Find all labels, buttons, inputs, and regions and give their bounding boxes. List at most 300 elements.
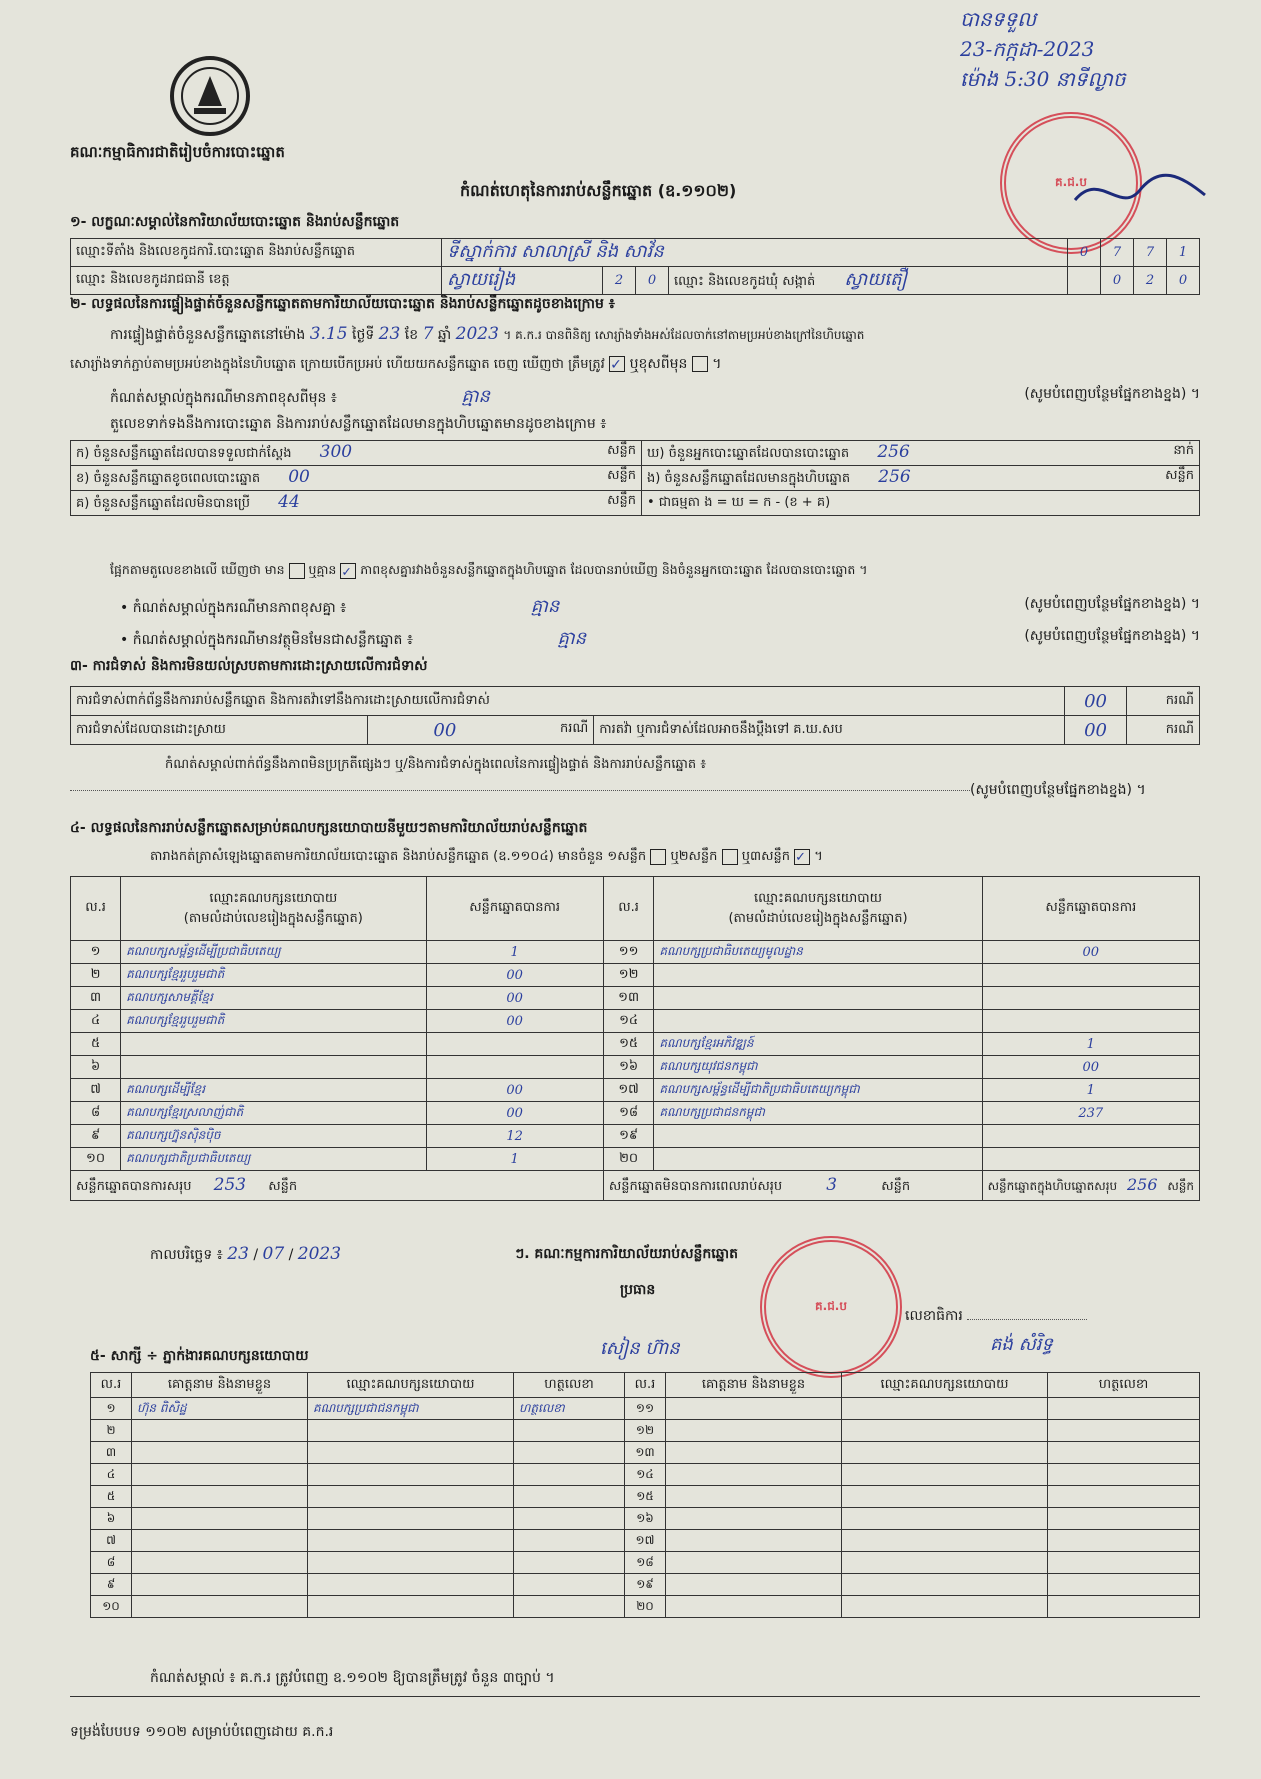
s3-note: កំណត់សម្គាល់ពាក់ព័ន្ធនឹងភាពមិនប្រក្រតីផ្សេងៗ ឬ/និងការជំទាស់ក្នុងពេលនៃការផ្ទៀងផ្ទាត់ និងការរាប់សន្លឹកឆ្នោត ៖	[165, 757, 707, 772]
witness-row	[91, 1442, 1200, 1464]
stamp-bottom-text: គ.ជ.ប	[815, 1299, 847, 1313]
votes-cell-party: គណបក្សយុវជនកម្ពុជា	[654, 1056, 982, 1079]
s2-ka-unit: សន្លឹក	[607, 443, 636, 458]
s3-r1-label: ការជំទាស់ពាក់ព័ន្ធនឹងការរាប់សន្លឹកឆ្នោត និងការតវ៉ាទៅនឹងការដោះស្រាយលើការជំទាស់	[71, 687, 1065, 716]
witness-row	[91, 1420, 1200, 1442]
witness-cell-name	[132, 1508, 308, 1530]
witness-cell-no: ៤	[91, 1464, 132, 1486]
s3-title: ៣- ការជំទាស់ និងការមិនយល់ស្របតាមការដោះស្រាយលើការជំទាស់	[70, 658, 428, 674]
witness-cell-no: ១១	[625, 1398, 666, 1420]
witness-cell-name	[132, 1574, 308, 1596]
witness-cell-name	[132, 1420, 308, 1442]
witness-cell-sign	[514, 1442, 625, 1464]
witness-cell-party	[308, 1420, 514, 1442]
votes-row	[71, 941, 1200, 964]
s2-p3-label: កំណត់សម្គាល់ក្នុងករណីមានភាពខុសពីមុន ៖	[110, 390, 337, 406]
stamp-text: គ.ជ.ប	[1055, 175, 1087, 189]
received-note	[960, 4, 1200, 94]
votes-cell-no: ៤	[71, 1010, 121, 1033]
votes-cell-no: ១៤	[603, 1010, 654, 1033]
s4-chair: ប្រធាន	[620, 1282, 656, 1298]
witness-cell-name	[132, 1464, 308, 1486]
votes-cell-no: ១	[71, 941, 121, 964]
witness-cell-no: ៩	[91, 1574, 132, 1596]
wit-h-name-left: គោត្តនាម និងនាមខ្លួន	[132, 1373, 308, 1398]
votes-cell-no: ១៨	[603, 1102, 654, 1125]
s4-title: ៤- លទ្ធផលនៃការរាប់សន្លឹកឆ្នោតសម្រាប់គណបក្សនយោបាយនីមួយៗតាមការិយាល័យរាប់សន្លឹកឆ្នោត	[70, 820, 588, 836]
s4-intro-d: ។	[814, 849, 823, 864]
votes-row	[71, 1033, 1200, 1056]
witness-cell-sign	[1048, 1442, 1200, 1464]
witness-cell-name	[666, 1442, 842, 1464]
witness-cell-no: ១៥	[625, 1486, 666, 1508]
witness-cell-party	[308, 1464, 514, 1486]
witness-cell-name	[132, 1442, 308, 1464]
votes-cell-no: ១២	[603, 964, 654, 987]
witness-cell-party	[842, 1486, 1048, 1508]
s4-date-m: 07	[262, 1244, 285, 1264]
witness-cell-name	[132, 1552, 308, 1574]
s2-p1-a: ការផ្ទៀងផ្ទាត់ចំនួនសន្លឹកឆ្នោតនៅម៉ោង	[110, 327, 306, 343]
votes-cell-no: ៦	[71, 1056, 121, 1079]
witness-cell-no: ៧	[91, 1530, 132, 1552]
witness-cell-party	[308, 1530, 514, 1552]
witness-cell-no: ១២	[625, 1420, 666, 1442]
witness-cell-party	[842, 1398, 1048, 1420]
s3-r2b-unit: ករណី	[1127, 716, 1200, 745]
votes-h-party-right	[654, 877, 982, 941]
votes-cell-votes: 00	[426, 1079, 603, 1102]
witness-cell-party: គណបក្សប្រជាជនកម្ពុជា	[308, 1398, 514, 1420]
s3-r2-value: 00	[433, 719, 457, 741]
votes-cell-votes	[982, 1010, 1199, 1033]
votes-cell-party	[654, 1148, 982, 1171]
witness-cell-no: ៦	[91, 1508, 132, 1530]
s1-commune-code-blank	[1068, 267, 1101, 295]
wit-h-sign-right: ហត្ថលេខា	[1048, 1373, 1200, 1398]
s2-gho-value: 256	[877, 442, 910, 462]
votes-cell-no: ២	[71, 964, 121, 987]
votes-total-invalid-value: 3	[826, 1174, 838, 1195]
votes-cell-votes: 1	[426, 1148, 603, 1171]
s2-b1-label: • កំណត់សម្គាល់ក្នុងករណីមានភាពខុសគ្នា ៖	[120, 600, 347, 616]
s2-b1-value: គ្មាន	[530, 596, 560, 617]
s1-row1-value: ទីស្នាក់ការ សាលាស្រី និង សាវ័ន	[442, 239, 1068, 267]
s2-ko-value: 44	[278, 492, 300, 512]
s2-gho	[642, 441, 1200, 466]
s2-b2-note: (សូមបំពេញបន្ថែមផ្នែកខាងខ្នង) ។	[1024, 628, 1200, 644]
witness-cell-party	[308, 1574, 514, 1596]
s4-one-sheet-checkbox[interactable]	[650, 849, 666, 865]
s2-p1-c: ខែ	[404, 327, 419, 343]
s1-code-2: 7	[1101, 239, 1134, 267]
s2-p2-c: ។	[712, 356, 722, 372]
s4-date: កាលបរិច្ឆេទ ៖ 23 / 07 / 2023	[150, 1244, 342, 1264]
witness-cell-name	[132, 1486, 308, 1508]
votes-total-invalid-unit: សន្លឹក	[881, 1178, 911, 1194]
s4-committee: ៗ. គណៈកម្មការការិយាល័យរាប់សន្លឹកឆ្នោត	[515, 1246, 738, 1262]
s2-formula: • ជាធម្មតា ង = ឃ = ក - (ខ + គ)	[642, 491, 1200, 516]
witness-cell-no: ១៩	[625, 1574, 666, 1596]
witness-cell-name	[132, 1530, 308, 1552]
witness-row	[91, 1398, 1200, 1420]
s4-date-label: កាលបរិច្ឆេទ ៖	[150, 1247, 223, 1263]
s2-p1-b: ថ្ងៃទី	[352, 327, 375, 343]
witness-cell-sign	[514, 1552, 625, 1574]
s2-kha-unit: សន្លឹក	[607, 468, 636, 483]
votes-cell-no: ៧	[71, 1079, 121, 1102]
s2-b2	[120, 626, 1200, 653]
votes-cell-votes	[982, 987, 1199, 1010]
witness-cell-no: ៨	[91, 1552, 132, 1574]
s3-note-line	[70, 790, 970, 791]
s2-different-checkbox[interactable]	[692, 356, 708, 372]
s1-commune: ស្វាយតឿ	[844, 269, 907, 290]
witness-cell-sign	[1048, 1508, 1200, 1530]
votes-cell-party: គណបក្សសាមគ្គីខ្មែរ	[121, 987, 426, 1010]
votes-h-no-right: ល.រ	[603, 877, 654, 941]
s1-commune-label-text: ឈ្មោះ និងលេខកូដឃុំ សង្កាត់	[674, 274, 816, 289]
votes-h-no-left: ល.រ	[71, 877, 121, 941]
s2-p1-day: 23	[378, 324, 401, 344]
s3-r2-label: ការជំទាស់ដែលបានដោះស្រាយ	[71, 716, 368, 745]
s2-p2-text: សោរ្យ៉ាងទាក់ភ្ជាប់តាមប្រអប់ខាងក្នុងនៃហិបឆ្នោត ក្រោយបើកប្រអប់ ហើយយកសន្លឹកឆ្នោត ចេញ ឃើញថា ត្រឹមត្រូវ	[70, 357, 605, 372]
s2-table	[70, 440, 1200, 516]
s2-kha	[71, 466, 642, 491]
s2-b1-note: (សូមបំពេញបន្ថែមផ្នែកខាងខ្នង) ។	[1024, 596, 1200, 612]
s2-p5-a: ផ្អែកតាមតួលេខខាងលើ ឃើញថា មាន	[110, 562, 285, 577]
witness-cell-party	[842, 1596, 1048, 1618]
s2-p1-d: ឆ្នាំ	[437, 327, 452, 343]
votes-cell-party: គណបក្សខ្មែររួបរួមជាតិ	[121, 1010, 426, 1033]
s3-r2b-label: ការតវ៉ា ឬការជំទាស់ដែលអាចនឹងប្តឹងទៅ គ.ឃ.សប	[594, 716, 1064, 745]
votes-table	[70, 876, 1200, 1201]
votes-cell-votes	[426, 1056, 603, 1079]
votes-cell-votes: 00	[426, 964, 603, 987]
witness-cell-party	[842, 1442, 1048, 1464]
received-date: 23-កក្កដា-2023	[960, 37, 1095, 61]
witness-cell-no: ៥	[91, 1486, 132, 1508]
witness-row	[91, 1552, 1200, 1574]
witness-cell-sign	[514, 1596, 625, 1618]
votes-row	[71, 1148, 1200, 1171]
votes-cell-votes: 00	[426, 1010, 603, 1033]
votes-total-box-unit: សន្លឹក	[1167, 1179, 1194, 1193]
wit-h-no-right: ល.រ	[625, 1373, 666, 1398]
s4-intro-b: ឬ២សន្លឹក	[670, 849, 718, 864]
form-title: កំណត់ហេតុនៃការរាប់សន្លឹកឆ្នោត (ឧ.១១០២)	[460, 181, 737, 200]
s2-p5-b: ឬគ្មាន	[308, 562, 337, 577]
witness-cell-sign	[514, 1530, 625, 1552]
s2-p2	[70, 354, 1200, 375]
check-icon: ✓	[341, 563, 352, 579]
votes-cell-no: ១៣	[603, 987, 654, 1010]
votes-row	[71, 1102, 1200, 1125]
witness-cell-sign	[514, 1574, 625, 1596]
received-time: ម៉ោង 5:30 នាទីល្ងាច	[960, 67, 1126, 91]
votes-cell-no: ៨	[71, 1102, 121, 1125]
witness-cell-no: ១៨	[625, 1552, 666, 1574]
witness-cell-party	[842, 1574, 1048, 1596]
witness-cell-party	[308, 1486, 514, 1508]
s1-commune-label	[669, 267, 1068, 295]
witness-cell-no: ១៣	[625, 1442, 666, 1464]
votes-cell-no: ១៥	[603, 1033, 654, 1056]
s2-correct-checkbox[interactable]	[609, 356, 625, 372]
footer-rule	[70, 1696, 1200, 1697]
s2-p3-note: (សូមបំពេញបន្ថែមផ្នែកខាងខ្នង) ។	[1024, 386, 1200, 402]
votes-cell-votes: 00	[982, 941, 1199, 964]
emblem-icon	[168, 54, 252, 138]
s2-has-diff-checkbox[interactable]	[289, 563, 305, 579]
s2-p1-month: 7	[422, 324, 434, 344]
witness-cell-party	[308, 1596, 514, 1618]
witness-cell-party	[308, 1442, 514, 1464]
stamp-seal-bottom	[760, 1236, 902, 1378]
votes-cell-party: គណបក្សសម្ព័ន្ធដើម្បីប្រជាធិបតេយ្យ	[121, 941, 426, 964]
witness-cell-sign	[1048, 1530, 1200, 1552]
votes-cell-party: គណបក្សដើម្បីខ្មែរ	[121, 1079, 426, 1102]
s2-ngo	[642, 466, 1200, 491]
witness-table	[90, 1372, 1200, 1618]
s2-p1-year: 2023	[455, 324, 499, 344]
witness-cell-sign	[1048, 1464, 1200, 1486]
witness-cell-no: ១	[91, 1398, 132, 1420]
votes-cell-votes: 00	[426, 987, 603, 1010]
witness-cell-no: ៣	[91, 1442, 132, 1464]
votes-cell-votes	[982, 1148, 1199, 1171]
witness-cell-sign	[514, 1508, 625, 1530]
witness-cell-sign: ហត្ថលេខា	[514, 1398, 625, 1420]
votes-cell-votes: 1	[982, 1033, 1199, 1056]
s1-code-1: 0	[1068, 239, 1101, 267]
votes-cell-votes: 00	[426, 1102, 603, 1125]
s2-ka	[71, 441, 642, 466]
votes-h-votes-right: សន្លឹកឆ្នោតបានការ	[982, 877, 1199, 941]
s2-ko-label: គ) ចំនួនសន្លឹកឆ្នោតដែលមិនបានប្រើ	[76, 496, 250, 511]
s2-p1	[110, 324, 1200, 346]
wit-h-party-left: ឈ្មោះគណបក្សនយោបាយ	[308, 1373, 514, 1398]
votes-cell-no: ៣	[71, 987, 121, 1010]
s2-title: ២- លទ្ធផលនៃការផ្ទៀងផ្ទាត់ចំនួនសន្លឹកឆ្នោតតាមការិយាល័យបោះឆ្នោត និងរាប់សន្លឹកឆ្នោតដូចខាងក្រោម ៖	[70, 296, 615, 312]
witness-cell-name	[666, 1508, 842, 1530]
witness-cell-party	[308, 1552, 514, 1574]
witness-row	[91, 1530, 1200, 1552]
s2-b2-value: គ្មាន	[557, 628, 587, 649]
witness-cell-name	[666, 1398, 842, 1420]
witness-cell-no: ១៧	[625, 1530, 666, 1552]
s4-three-sheet-checkbox[interactable]	[794, 849, 810, 865]
s3-r1-value: 00	[1064, 687, 1127, 716]
s5-footnote: កំណត់សម្គាល់ ៖ គ.ក.រ ត្រូវបំពេញ ឧ.១១០២ ឱ្យបានត្រឹមត្រូវ ចំនួន ៣ច្បាប់ ។	[150, 1670, 555, 1686]
signature-mark	[1070, 160, 1210, 220]
votes-row	[71, 1010, 1200, 1033]
votes-cell-party: គណបក្សខ្មែរអភិវឌ្ឍន៍	[654, 1033, 982, 1056]
witness-body	[91, 1398, 1200, 1618]
votes-cell-party	[121, 1056, 426, 1079]
witness-cell-name	[666, 1486, 842, 1508]
s3-r2b-value: 00	[1064, 716, 1127, 745]
s2-ngo-unit: សន្លឹក	[1165, 468, 1194, 483]
s2-ko	[71, 491, 642, 516]
votes-h-party-left-main: ឈ្មោះគណបក្សនយោបាយ	[209, 890, 338, 906]
s5-form-note: ទម្រង់បែបបទ ១១០២ សម្រាប់បំពេញដោយ គ.ក.រ	[70, 1724, 334, 1740]
s2-p1-e: ។ គ.ក.រ បានពិនិត្យ សោរ្យ៉ាងទាំងអស់ដែលចាក់នៅតាមប្រអប់ខាងក្រៅនៃហិបឆ្នោត	[503, 328, 865, 342]
s1-commune-code-1: 0	[1101, 267, 1134, 295]
s4-intro-c: ឬ៣សន្លឹក	[741, 849, 790, 864]
s1-row2-label: ឈ្មោះ និងលេខកូដរាជធានី ខេត្ត	[71, 267, 442, 295]
check-icon: ✓	[610, 357, 622, 373]
s2-p2-b: ឬខុសពីមុន	[629, 356, 688, 372]
s4-intro	[150, 848, 823, 867]
s3-note-tail: (សូមបំពេញបន្ថែមផ្នែកខាងខ្នង) ។	[970, 782, 1146, 798]
s1-province: ស្វាយរៀង	[442, 267, 603, 295]
votes-cell-party: គណបក្សជាតិប្រជាធិបតេយ្យ	[121, 1148, 426, 1171]
witness-cell-sign	[1048, 1552, 1200, 1574]
s3-r2-unit: ករណី	[560, 720, 589, 736]
votes-total-invalid-label: សន្លឹកឆ្នោតមិនបានការពេលរាប់សរុប	[608, 1178, 783, 1194]
votes-row	[71, 964, 1200, 987]
witness-cell-no: ២០	[625, 1596, 666, 1618]
s3-r1-unit: ករណី	[1127, 687, 1200, 716]
votes-cell-no: ១០	[71, 1148, 121, 1171]
votes-h-party-left-sub: (តាមលំដាប់លេខរៀងក្នុងសន្លឹកឆ្នោត)	[183, 910, 363, 926]
votes-cell-party	[654, 964, 982, 987]
votes-cell-votes	[426, 1033, 603, 1056]
votes-row	[71, 1079, 1200, 1102]
witness-cell-sign	[514, 1464, 625, 1486]
votes-cell-no: ១៩	[603, 1125, 654, 1148]
wit-h-no-left: ល.រ	[91, 1373, 132, 1398]
s1-province-code-2: 0	[636, 267, 669, 295]
votes-h-party-right-sub: (តាមលំដាប់លេខរៀងក្នុងសន្លឹកឆ្នោត)	[728, 910, 908, 926]
s2-p3-value: គ្មាន	[461, 386, 490, 407]
s2-b2-label: • កំណត់សម្គាល់ក្នុងករណីមានវត្ថុមិនមែនជាសន្លឹកឆ្នោត ៖	[120, 632, 413, 648]
s2-ko-unit: សន្លឹក	[607, 493, 636, 508]
witness-cell-sign	[1048, 1596, 1200, 1618]
s4-date-y: 2023	[297, 1244, 342, 1264]
votes-total-box	[982, 1171, 1199, 1201]
votes-h-votes-left: សន្លឹកឆ្នោតបានការ	[426, 877, 603, 941]
s1-code-4: 1	[1167, 239, 1200, 267]
votes-total-box-value: 256	[1126, 1175, 1158, 1194]
s1-table	[70, 238, 1200, 295]
s4-secretary-label: លេខាធិការ	[905, 1308, 963, 1324]
witness-cell-party	[308, 1508, 514, 1530]
witness-cell-party	[842, 1420, 1048, 1442]
s4-two-sheet-checkbox[interactable]	[722, 849, 738, 865]
votes-total-invalid	[603, 1171, 982, 1201]
votes-cell-party: គណបក្សសម្ព័ន្ធដើម្បីជាតិប្រជាធិបតេយ្យកម្ពុជា	[654, 1079, 982, 1102]
votes-cell-no: ១៦	[603, 1056, 654, 1079]
witness-cell-no: ១៤	[625, 1464, 666, 1486]
s4-secretary-line	[967, 1319, 1087, 1320]
s4-secretary	[905, 1306, 1087, 1327]
votes-cell-votes: 1	[982, 1079, 1199, 1102]
s1-row1-label: ឈ្មោះទីតាំង និងលេខកូដការិ.បោះឆ្នោត និងរាប់សន្លឹកឆ្នោត	[71, 239, 442, 267]
votes-row	[71, 987, 1200, 1010]
s2-p5	[110, 562, 1200, 581]
s1-province-code-1: 2	[603, 267, 636, 295]
witness-cell-sign	[1048, 1574, 1200, 1596]
votes-total-valid-unit: សន្លឹក	[268, 1178, 298, 1194]
votes-cell-votes	[982, 964, 1199, 987]
votes-cell-no: ៩	[71, 1125, 121, 1148]
org-name: គណៈកម្មាធិការជាតិរៀបចំការបោះឆ្នោត	[70, 143, 285, 161]
votes-cell-no: ១១	[603, 941, 654, 964]
witness-cell-no: ២	[91, 1420, 132, 1442]
wit-h-party-right: ឈ្មោះគណបក្សនយោបាយ	[842, 1373, 1048, 1398]
s2-gho-unit: នាក់	[1173, 443, 1194, 458]
witness-cell-sign	[1048, 1420, 1200, 1442]
check-icon: ✓	[795, 849, 806, 865]
witness-cell-no: ១០	[91, 1596, 132, 1618]
s1-commune-code-2: 2	[1134, 267, 1167, 295]
witness-cell-name	[666, 1464, 842, 1486]
s2-no-diff-checkbox[interactable]	[340, 563, 356, 579]
votes-cell-party: គណបក្សខ្មែរស្រលាញ់ជាតិ	[121, 1102, 426, 1125]
votes-cell-no: ២០	[603, 1148, 654, 1171]
votes-total-valid-value: 253	[213, 1174, 247, 1195]
s1-commune-code-3: 0	[1167, 267, 1200, 295]
votes-cell-party	[654, 1125, 982, 1148]
votes-total-box-label: សន្លឹកឆ្នោតក្នុងហិបឆ្នោតសរុប	[987, 1179, 1118, 1193]
witness-cell-sign	[1048, 1398, 1200, 1420]
witness-cell-name	[666, 1596, 842, 1618]
votes-cell-party: គណបក្សខ្មែររួបរួមជាតិ	[121, 964, 426, 987]
wit-h-sign-left: ហត្ថលេខា	[514, 1373, 625, 1398]
witness-row	[91, 1486, 1200, 1508]
witness-cell-party	[842, 1530, 1048, 1552]
votes-cell-no: ១៧	[603, 1079, 654, 1102]
s2-ka-label: ក) ចំនួនសន្លឹកឆ្នោតដែលបានទទួលជាក់ស្តែង	[76, 446, 292, 461]
s5-title: ៥- សាក្សី ÷ ភ្នាក់ងារគណបក្សនយោបាយ	[90, 1348, 309, 1364]
votes-cell-party	[654, 987, 982, 1010]
witness-cell-name	[132, 1596, 308, 1618]
votes-cell-party: គណបក្សប្រជាជនកម្ពុជា	[654, 1102, 982, 1125]
s4-chair-name: សៀន ហ៊ាន	[600, 1338, 680, 1359]
votes-total-valid-label: សន្លឹកឆ្នោតបានការសរុប	[76, 1178, 192, 1194]
s3-r2-cell	[368, 716, 594, 745]
s2-p3	[110, 384, 1200, 411]
witness-cell-name	[666, 1552, 842, 1574]
received-label: បានទទួល	[960, 7, 1037, 31]
s4-intro-a: តារាងកត់ត្រាសំឡេងឆ្នោតតាមការិយាល័យបោះឆ្នោត និងរាប់សន្លឹកឆ្នោត (ឧ.១១០៤) មានចំនួន ១សន្លឹក	[150, 849, 647, 864]
votes-cell-votes: 00	[982, 1056, 1199, 1079]
votes-cell-votes: 237	[982, 1102, 1199, 1125]
witness-cell-name	[666, 1530, 842, 1552]
witness-cell-no: ១៦	[625, 1508, 666, 1530]
witness-cell-sign	[1048, 1486, 1200, 1508]
votes-cell-votes: 1	[426, 941, 603, 964]
votes-body	[71, 941, 1200, 1171]
votes-cell-party: គណបក្សហ្វ៊ុនស៊ិនប៉ិច	[121, 1125, 426, 1148]
witness-cell-name	[666, 1420, 842, 1442]
votes-row	[71, 1056, 1200, 1079]
s2-p5-c: ភាពខុសគ្នារវាងចំនួនសន្លឹកឆ្នោតក្នុងហិបឆ្នោត ដែលបានរាប់ឃើញ និងចំនួនអ្នកបោះឆ្នោត ដែលបានបោះឆ្នោត ។	[360, 562, 868, 577]
s2-ngo-value: 256	[878, 467, 911, 487]
votes-total-valid	[71, 1171, 604, 1201]
witness-cell-party	[842, 1464, 1048, 1486]
s1-title: ១- លក្ខណៈសម្គាល់នៃការិយាល័យបោះឆ្នោត និងរាប់សន្លឹកឆ្នោត	[70, 214, 400, 230]
s2-b1	[120, 594, 1200, 621]
votes-cell-party	[121, 1033, 426, 1056]
s2-ngo-label: ង) ចំនួនសន្លឹកឆ្នោតដែលមានក្នុងហិបឆ្នោត	[647, 471, 851, 486]
s1-code-3: 7	[1134, 239, 1167, 267]
witness-cell-party	[842, 1552, 1048, 1574]
s2-gho-label: ឃ) ចំនួនអ្នកបោះឆ្នោតដែលបានបោះឆ្នោត	[647, 446, 850, 461]
votes-h-party-left	[121, 877, 426, 941]
